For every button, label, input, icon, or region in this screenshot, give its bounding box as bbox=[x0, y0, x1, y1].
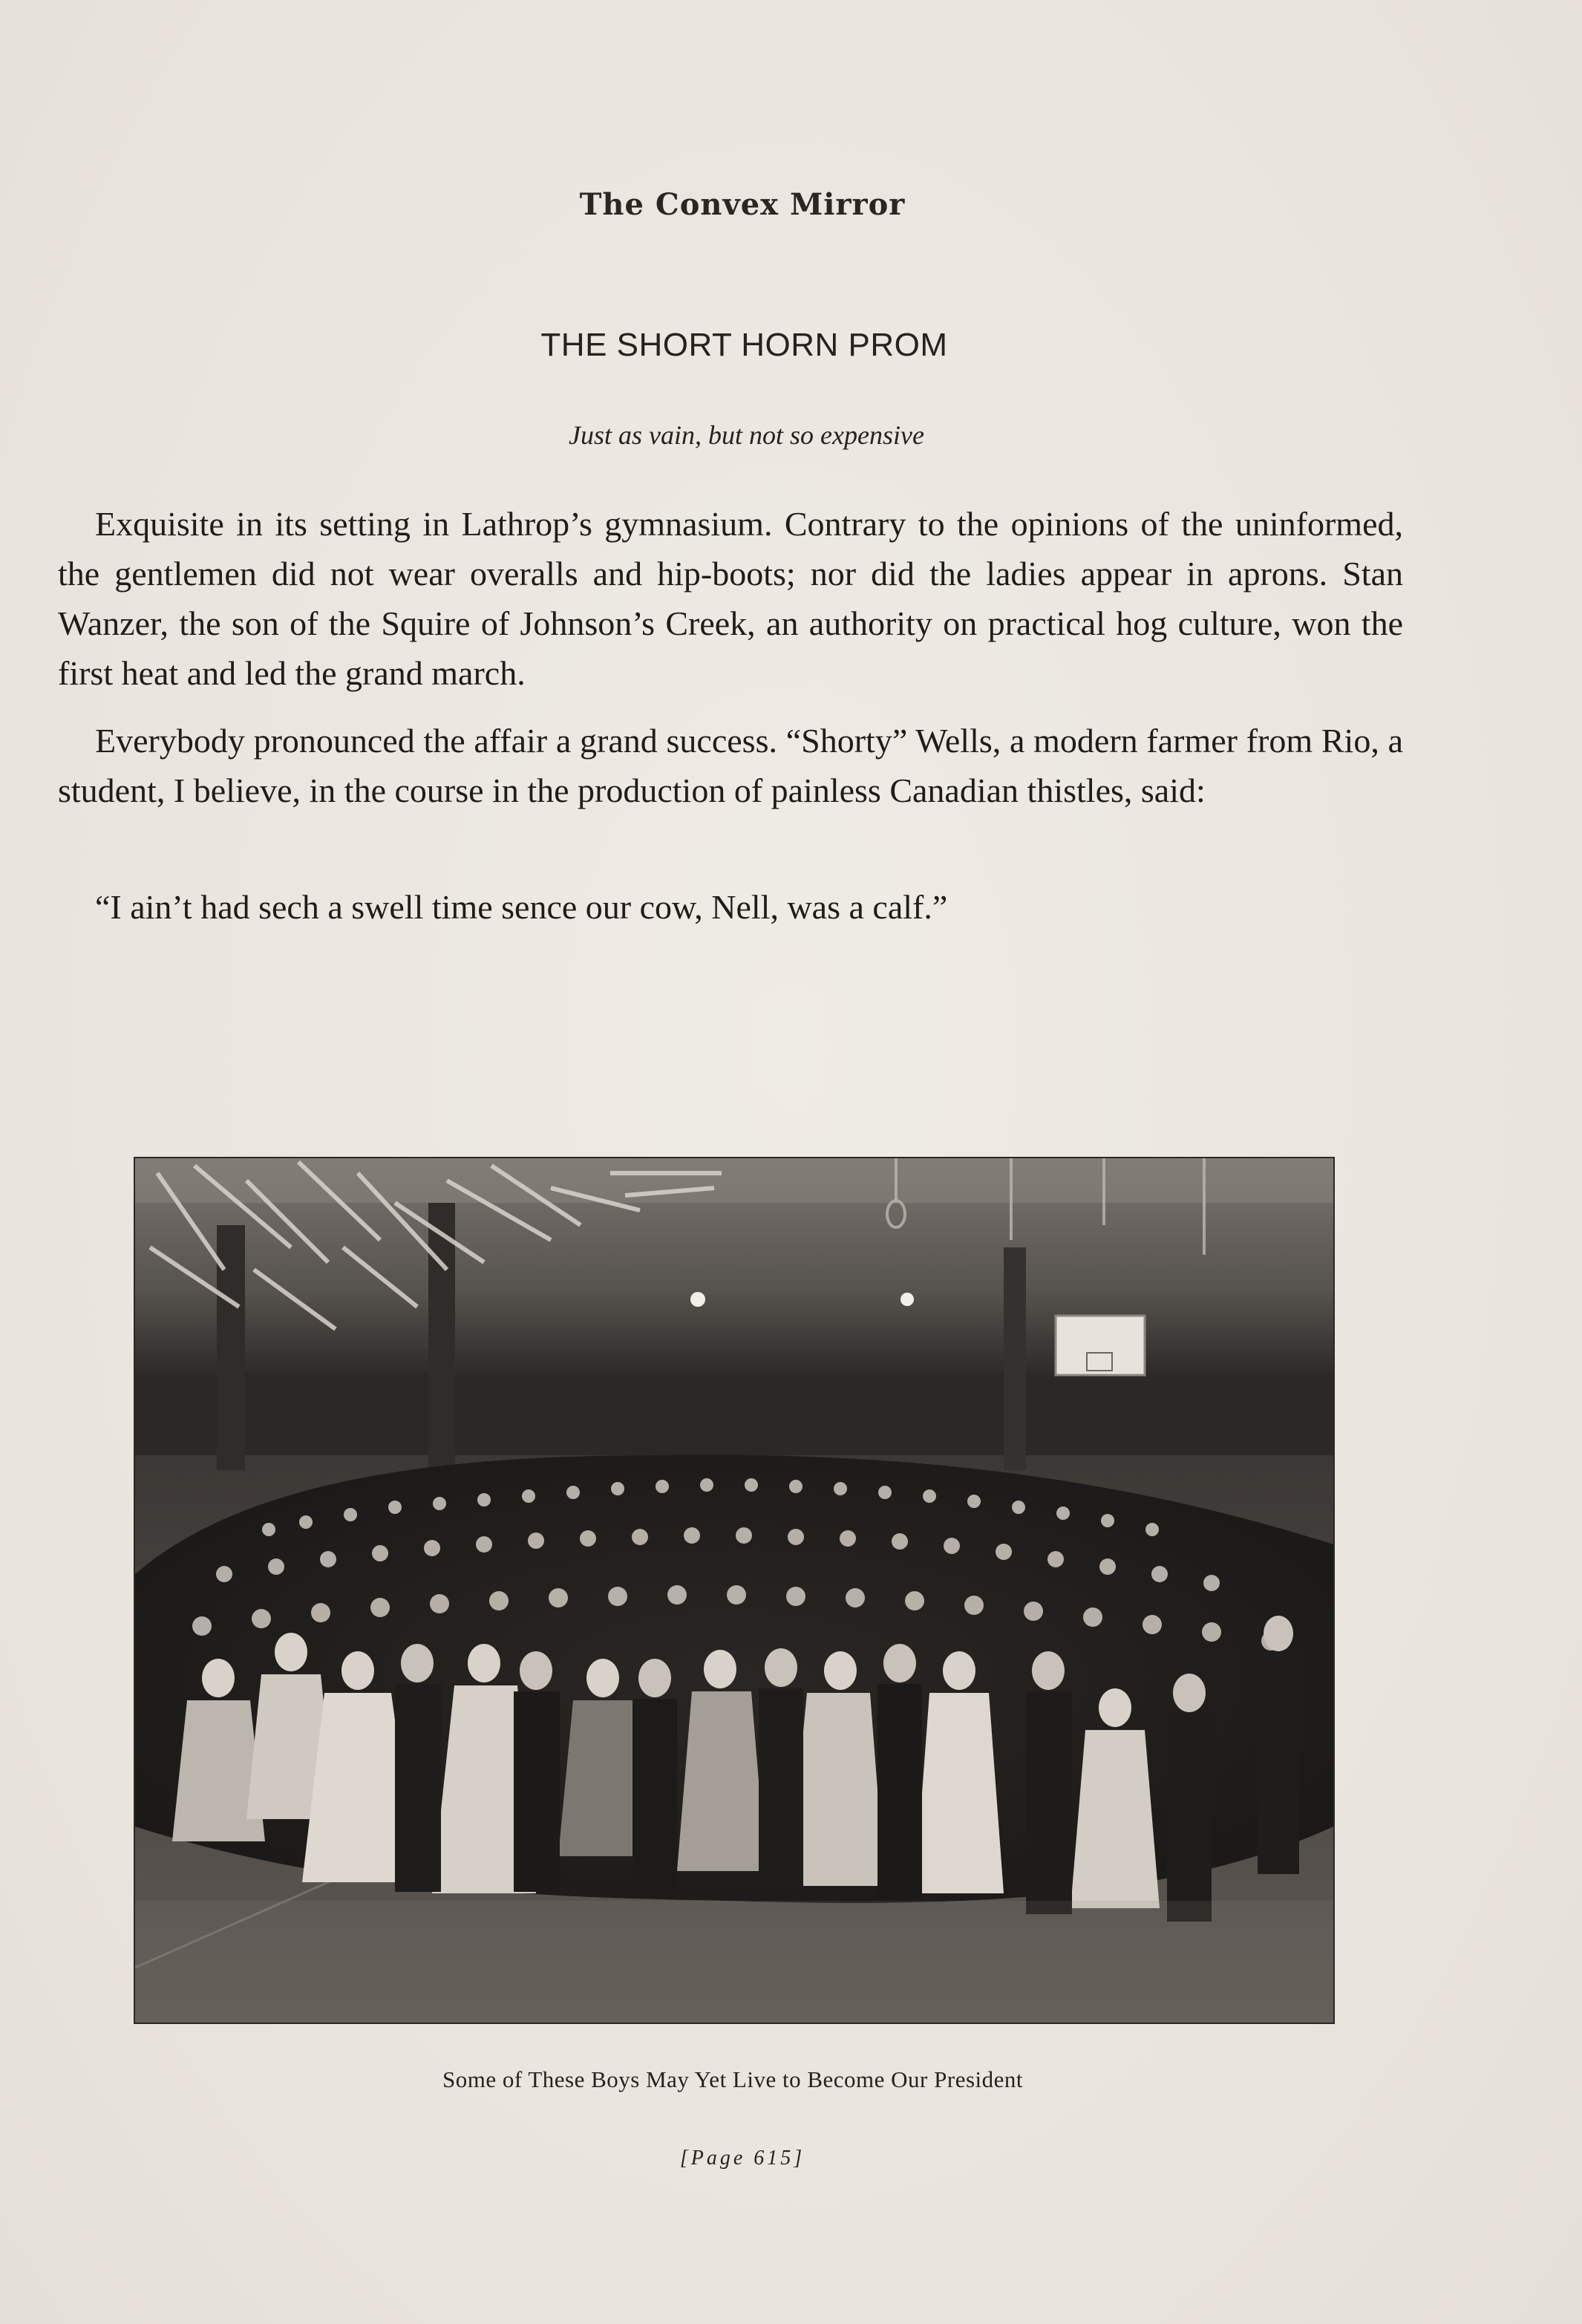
pillar bbox=[1004, 1247, 1026, 1470]
basketball-backboard bbox=[1056, 1316, 1145, 1375]
paragraph-1: Exquisite in its setting in Lathrop’s gymnasium. Contrary to the opinions of the uninformed, the gentlemen did not wear overalls and hip-boots; nor did the ladies appear in aprons. Stan Wanzer, the son of the Squire of Johnson’s Creek, an authority on practical hog culture, won the first heat and led the grand march. bbox=[58, 505, 1403, 692]
article-subtitle: Just as vain, but not so expensive bbox=[569, 420, 924, 450]
paragraph-1-block bbox=[58, 499, 1403, 698]
paragraph-2: Everybody pronounced the affair a grand success. “Shorty” Wells, a modern farmer from Rio, a student, I believe, in the course in the production of painless Canadian thistles, said: bbox=[58, 722, 1403, 809]
paragraph-3: “I ain’t had sech a swell time sence our cow, Nell, was a calf.” bbox=[95, 888, 948, 926]
ceiling-light bbox=[901, 1293, 914, 1306]
article-title: THE SHORT HORN PROM bbox=[540, 327, 948, 363]
photo-illustration bbox=[135, 1158, 1333, 2023]
wall-wainscot bbox=[135, 1374, 1333, 1463]
paragraph-2-block bbox=[58, 716, 1403, 815]
photo-caption: Some of These Boys May Yet Live to Become Our President bbox=[442, 2066, 1024, 2092]
page-number: [Page 615] bbox=[679, 2147, 805, 2170]
ceiling-light bbox=[690, 1292, 705, 1307]
prom-photograph bbox=[135, 1158, 1333, 2023]
paragraph-3-block bbox=[58, 882, 1403, 932]
running-head: The Convex Mirror bbox=[579, 187, 906, 222]
